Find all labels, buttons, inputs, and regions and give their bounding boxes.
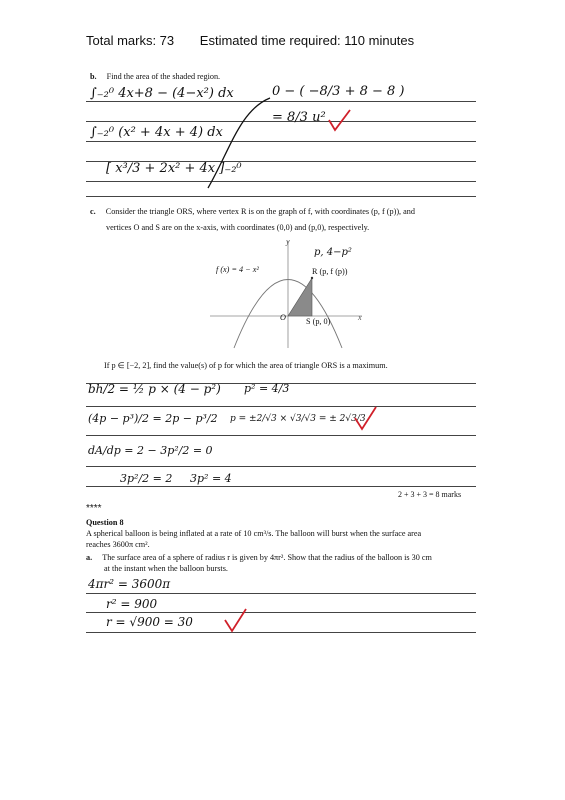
work-c-l1: bh/2 = ½ p × (4 − p²) [88,382,221,396]
question-title: Question 8 [86,518,124,527]
answer-line [86,101,476,102]
time-required: Estimated time required: 110 minutes [199,33,415,48]
separator: **** [86,503,102,514]
answer-line [86,486,476,487]
answer-line [86,593,476,594]
arrow-connector [200,90,280,200]
check-mark-icon [222,606,248,634]
o-label: O [280,313,286,322]
answer-line [86,612,476,613]
question-intro-2: reaches 3600π cm². [86,540,150,549]
work-c-l1b: p² = 4/3 [244,382,290,395]
func-label: f (x) = 4 − x² [216,265,259,274]
part-c-prompt: c. Consider the triangle ORS, where vertex R is on the graph of f, with coordinates (p, f (p)), and vertices O and S are on the x-axis, with coordinates (0,0) and (p,0), respectively. [90,207,415,232]
answer-line [86,406,476,407]
work-c-l4: 3p²/2 = 2 [120,472,173,485]
question-intro: A spherical balloon is being inflated at a rate of 10 cm³/s. The balloon will burst when the surface area [86,529,422,538]
marks-total: 2 + 3 + 3 = 8 marks [398,490,462,499]
work-b-right1: 0 − ( −8/3 + 8 − 8 ) [272,84,405,99]
point-r [311,277,313,279]
shaded-triangle [288,278,312,316]
answer-line [86,466,476,467]
x-axis-label: x [358,313,362,322]
answer-line [86,181,476,182]
check-mark-icon [352,404,378,432]
answer-line [86,141,476,142]
question-8: Question 8 A spherical balloon is being inflated at a rate of 10 cm³/s. The balloon will burst when the surface area reaches 3600π cm². a. The surface area of a sphere of radius r is given by 4πr². Show that the radius of the balloon is 30 cm at the instant when the balloon bursts. [86,518,432,573]
s-label: S (p, 0) [306,317,331,326]
work-b-line1: ∫₋₂⁰ 4x+8 − (4−x²) dx [90,86,234,101]
work-b-line2: ∫₋₂⁰ (x² + 4x + 4) dx [90,125,223,140]
work-c-l3: dA/dp = 2 − 3p²/2 = 0 [88,444,213,457]
point-note: p, 4−p² [314,247,352,258]
work-q8-l3: r = √900 = 30 [106,615,193,629]
work-c-l2b: p = ±2/√3 × √3/√3 = ± 2√3/3 [230,414,366,424]
answer-line [86,632,476,633]
work-q8-l2: r² = 900 [106,597,158,611]
answer-line [86,196,476,197]
check-mark-icon [326,108,352,134]
y-axis-label: y [286,237,290,246]
work-c-l2: (4p − p³)/2 = 2p − p³/2 [88,412,218,425]
total-marks: Total marks: 73 [86,33,175,48]
r-label: R (p, f (p)) [312,267,348,276]
work-b-line3: [ x³/3 + 2x² + 4x ]₋₂⁰ [106,161,242,176]
work-q8-l1: 4πr² = 3600π [88,577,171,591]
part-b-prompt: b. Find the area of the shaded region. [90,72,221,81]
page-header [86,33,414,48]
work-c-l4b: 3p² = 4 [190,472,232,485]
answer-line [86,435,476,436]
work-b-right2: = 8/3 u² [272,110,326,125]
part-c-question: If p ∈ [−2, 2], find the value(s) of p for which the area of triangle ORS is a maximum. [104,361,388,370]
